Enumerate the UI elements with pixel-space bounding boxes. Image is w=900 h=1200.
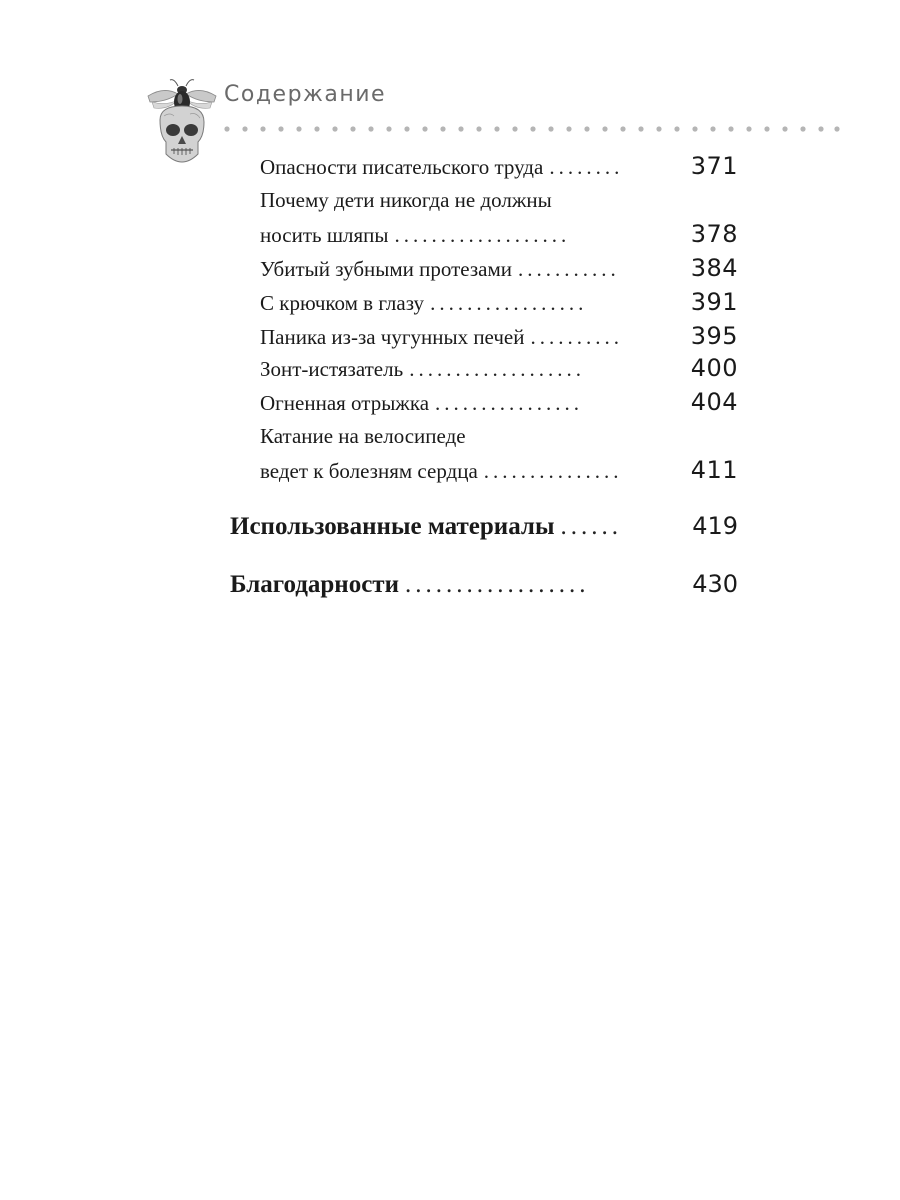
toc-page-number: 371: [690, 152, 738, 180]
section-title: Содержание: [224, 82, 387, 107]
toc-entry[interactable]: [260, 220, 738, 248]
dot-leader: .................: [430, 291, 588, 315]
toc-entry[interactable]: [260, 388, 738, 416]
toc-entry-title: С крючком в глазу: [260, 291, 425, 315]
toc-page-number: 391: [690, 288, 738, 316]
dot-leader: ..........: [530, 325, 623, 349]
dot-leader: ...........: [518, 257, 620, 281]
toc-page-number: 395: [690, 322, 738, 350]
toc-page-number: 430: [692, 570, 738, 598]
header-dotted-rule: [222, 124, 842, 134]
toc-entry[interactable]: [260, 288, 738, 316]
toc-entry-title-line[interactable]: Почему дети никогда не должны: [260, 188, 552, 212]
toc-page-number: 384: [690, 254, 738, 282]
toc-entry[interactable]: [260, 456, 738, 484]
toc-entry[interactable]: [260, 254, 738, 282]
toc-page-number: 400: [690, 354, 738, 382]
toc-entry-title: Огненная отрыжка: [260, 391, 430, 415]
toc-entry[interactable]: [260, 354, 738, 382]
toc-page-number: 404: [690, 388, 738, 416]
skull-beetle-icon: [144, 76, 220, 172]
toc-entry[interactable]: [260, 322, 738, 350]
toc-entry-title: ведет к болезням сердца: [260, 459, 478, 483]
toc-entry-title-line[interactable]: Катание на велосипеде: [260, 424, 466, 448]
dot-leader: ........: [549, 155, 624, 179]
dot-leader: ...................: [409, 357, 585, 381]
toc-main-entry-title: Использованные материалы: [230, 513, 555, 540]
dot-leader: ................: [435, 391, 584, 415]
toc-entry-title: Убитый зубными протезами: [260, 257, 512, 281]
toc-entry-title: Опасности писательского труда: [260, 155, 544, 179]
toc-main-entry-title: Благодарности: [230, 571, 399, 598]
dot-leader: ...............: [483, 459, 623, 483]
toc-entry-title: носить шляпы: [260, 223, 389, 247]
toc-main-entry-acknowledgements[interactable]: [230, 570, 738, 599]
toc-page-number: 378: [690, 220, 738, 248]
dot-leader: ......: [560, 513, 622, 540]
toc-page-number: 411: [690, 456, 738, 484]
toc-page-number: 419: [692, 512, 738, 540]
dot-leader: ...................: [394, 223, 571, 247]
toc-entry-title: Зонт-истязатель: [260, 357, 404, 381]
toc-entry[interactable]: [260, 152, 738, 180]
toc-main-entry-sources[interactable]: [230, 512, 738, 541]
dot-leader: ..................: [404, 571, 590, 598]
toc-entry-title: Паника из-за чугунных печей: [260, 325, 525, 349]
